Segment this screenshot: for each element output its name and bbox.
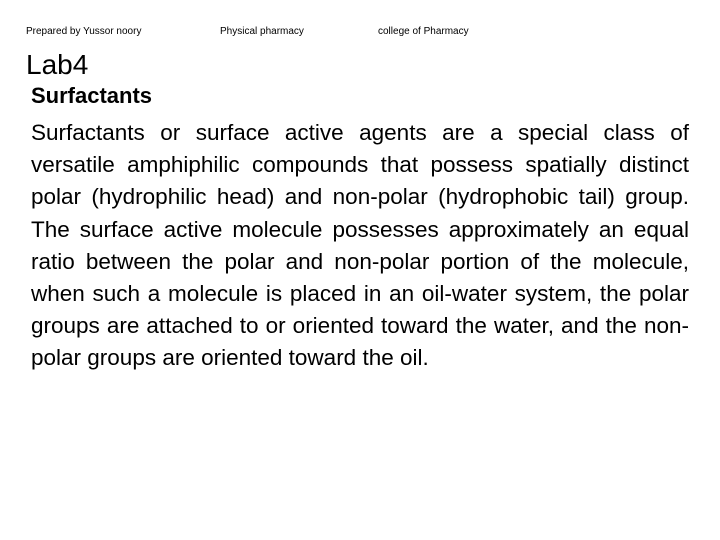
slide-title: Lab4 — [26, 49, 89, 80]
header-author: Prepared by Yussor noory — [26, 26, 142, 37]
section-heading: Surfactants — [31, 83, 153, 108]
body-paragraph: Surfactants or surface active agents are a special class of versatile amphiphilic compounds that possess spatially distinct polar (hydrophilic head) and non-polar (hydrophobic tail) group. The surface active molecule possesses approximately an equal ratio between the polar and non-polar portion of the molecule, when such a molecule is placed in an oil-water system, the polar groups are attached to or oriented toward the water, and the non-polar groups are oriented toward the oil. — [31, 120, 689, 371]
header-college: college of Pharmacy — [378, 26, 469, 37]
header-subject: Physical pharmacy — [220, 26, 304, 37]
header-line — [26, 26, 496, 40]
